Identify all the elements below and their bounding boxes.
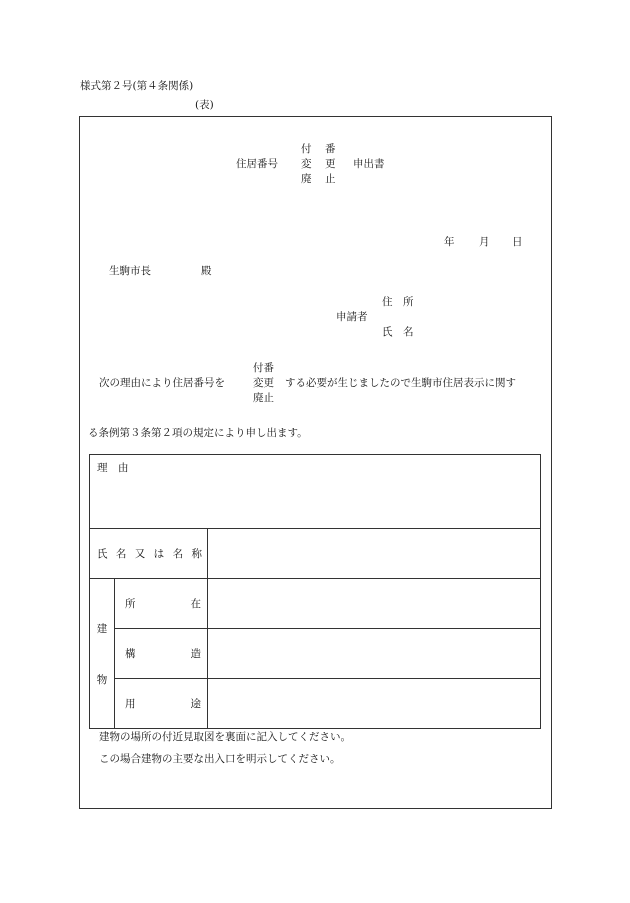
addressee-honorific: 殿: [201, 265, 212, 277]
title-option-2b: 更: [325, 158, 336, 170]
body-line2: る条例第３条第２項の規定により申し出ます。: [88, 427, 308, 439]
applicant-label: 申請者: [336, 311, 368, 323]
title-option-1b: 番: [325, 143, 336, 155]
location-field[interactable]: [208, 579, 541, 629]
owner-label-cell: [90, 529, 208, 579]
title-option-2a: 変: [301, 158, 312, 170]
owner-label-char: は: [153, 548, 165, 560]
date-year: 年: [444, 236, 455, 248]
location-label-char: 所: [125, 598, 136, 610]
date-day: 日: [512, 236, 523, 248]
owner-label-char: 称: [191, 548, 202, 560]
body-option-2: 変更: [253, 377, 274, 389]
location-label-char: 在: [190, 598, 201, 610]
reason-field[interactable]: [90, 455, 541, 529]
building-label-char: 建: [96, 622, 108, 635]
structure-label-char: 構: [125, 648, 136, 660]
structure-field[interactable]: [208, 629, 541, 679]
side-indicator: (表): [195, 99, 214, 111]
owner-label-char: 名: [115, 548, 127, 560]
building-label-cell: [90, 579, 115, 729]
form-number: 様式第２号(第４条関係): [80, 80, 194, 92]
building-label-char: 物: [96, 673, 108, 686]
body-option-1: 付番: [253, 362, 274, 374]
use-field[interactable]: [208, 679, 541, 729]
applicant-name-label: 氏 名: [382, 326, 414, 338]
body-option-3: 廃止: [253, 392, 274, 404]
owner-name-field[interactable]: [208, 529, 541, 579]
body-line1-prefix: 次の理由により住居番号を: [99, 377, 225, 389]
title-suffix: 申出書: [353, 158, 385, 170]
body-line1-suffix: する必要が生じましたので生駒市住居表示に関す: [285, 377, 516, 389]
title-option-1a: 付: [301, 143, 312, 155]
applicant-address-label: 住 所: [382, 296, 414, 308]
note-1: 建物の場所の付近見取図を裏面に記入してください。: [99, 731, 351, 743]
title-prefix: 住居番号: [236, 158, 278, 170]
structure-label-char: 造: [190, 648, 201, 660]
use-label-char: 用: [125, 698, 136, 710]
application-table: [89, 454, 541, 729]
title-option-3b: 止: [325, 173, 336, 185]
addressee-name: 生駒市長: [109, 265, 151, 277]
note-2: この場合建物の主要な出入口を明示してください。: [99, 753, 341, 765]
title-option-3a: 廃: [301, 173, 312, 185]
reason-label: 理 由: [97, 462, 129, 474]
owner-label-char: 又: [134, 548, 146, 560]
date-month: 月: [479, 236, 490, 248]
use-label-char: 途: [190, 698, 201, 710]
use-label-cell: [115, 679, 208, 729]
location-label-cell: [115, 579, 208, 629]
owner-label-char: 名: [172, 548, 184, 560]
structure-label-cell: [115, 629, 208, 679]
owner-label-char: 氏: [97, 548, 108, 560]
